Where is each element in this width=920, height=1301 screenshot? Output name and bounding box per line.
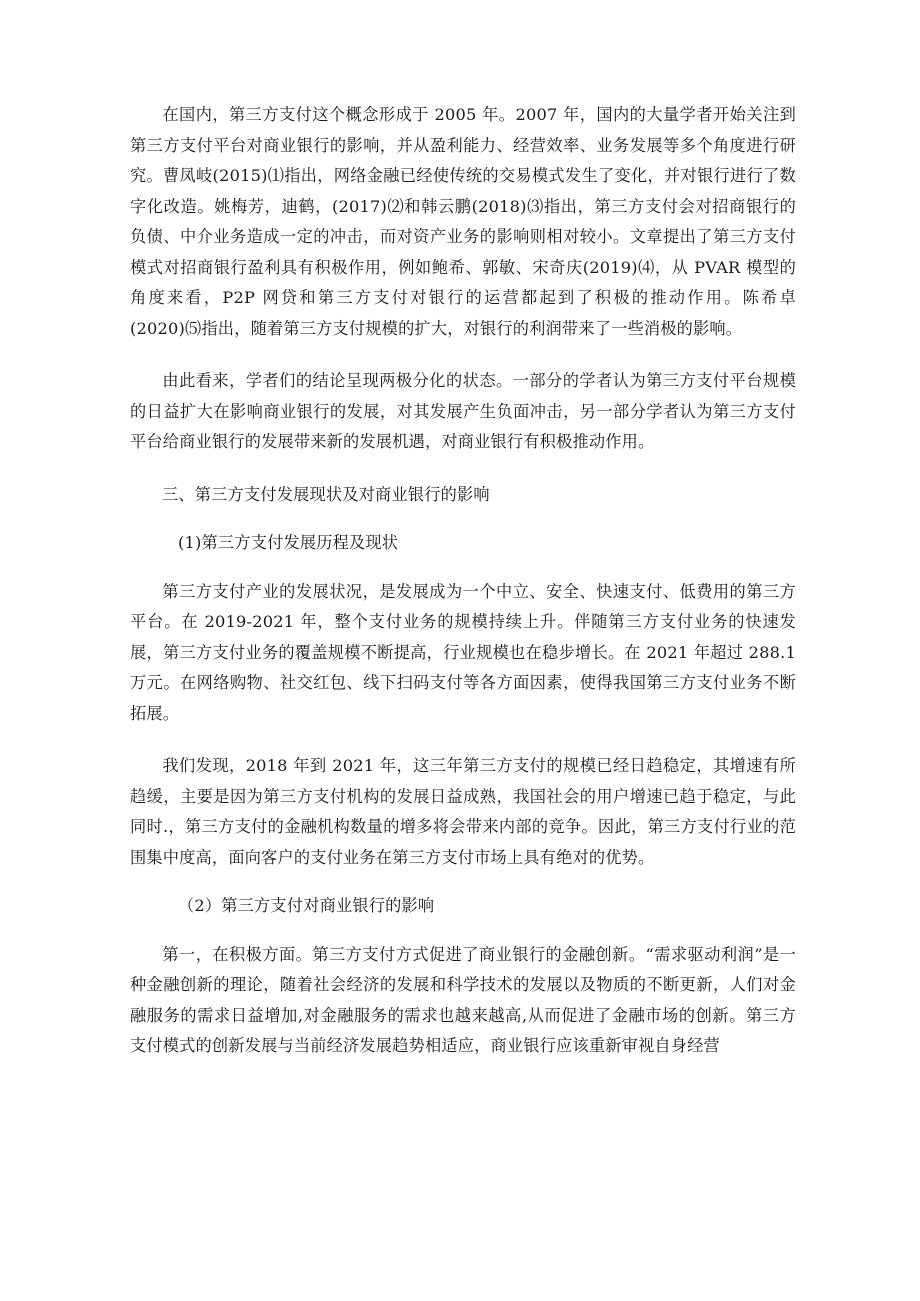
document-page <box>130 100 796 1062</box>
subheading-development-history: (1)第三方支付发展历程及现状 <box>178 533 399 552</box>
paragraph-growth-stabilizing: 我们发现，2018 年到 2021 年，这三年第三方支付的规模已经日趋稳定，其增速有所趋缓，主要是因为第三方支付机构的发展日益成熟，我国社会的用户增速已趋于稳定，与此同时.，第三方支付的金融机构数量的增多将会带来内部的竞争。因此，第三方支付行业的范围集中度高，面向客户的支付业务在第三方支付市场上具有绝对的优势。 <box>130 756 796 867</box>
paragraph-industry-development: 第三方支付产业的发展状况，是发展成为一个中立、安全、快速支付、低费用的第三方平台。在 2019-2021 年，整个支付业务的规模持续上升。伴随第三方支付业务的快速发展，第三方支付业务的覆盖规模不断提高，行业规模也在稳步增长。在 2021 年超过 288.1 万元。在网络购物、社交红包、线下扫码支付等各方面因素，使得我国第三方支付业务不断拓展。 <box>130 581 796 723</box>
section-heading-third-party-payment-status: 三、第三方支付发展现状及对商业银行的影响 <box>162 484 490 504</box>
paragraph-positive-impact: 第一，在积极方面。第三方支付方式促进了商业银行的金融创新。“需求驱动利润”是一种金融创新的理论，随着社会经济的发展和科学技术的发展以及物质的不断更新，人们对金融服务的需求日益增加,对金融服务的需求也越来越高,从而促进了金融市场的创新。第三方支付模式的创新发展与当前经济发展趋势相适应，商业银行应该重新审视自身经营 <box>130 944 796 1055</box>
subheading-impact-on-banks: （2）第三方支付对商业银行的影响 <box>178 896 435 915</box>
paragraph-polarized-conclusions: 由此看来，学者们的结论呈现两极分化的状态。一部分的学者认为第三方支付平台规模的日益扩大在影响商业银行的发展，对其发展产生负面冲击，另一部分学者认为第三方支付平台给商业银行的发展带来新的发展机遇，对商业银行有积极推动作用。 <box>130 371 796 451</box>
paragraph-domestic-research: 在国内，第三方支付这个概念形成于 2005 年。2007 年，国内的大量学者开始关注到第三方支付平台对商业银行的影响，并从盈利能力、经营效率、业务发展等多个角度进行研究。曹凤岐(2015)⑴指出，网络金融已经使传统的交易模式发生了变化，并对银行进行了数字化改造。姚梅芳，迪鹤，(2017)⑵和韩云鹏(2018)⑶指出，第三方支付会对招商银行的负债、中介业务造成一定的冲击，而对资产业务的影响则相对较小。文章提出了第三方支付模式对招商银行盈利具有积极作用，例如鲍希、郭敏、宋奇庆(2019)⑷，从 PVAR 模型的角度来看，P2P 网贷和第三方支付对银行的运营都起到了积极的推动作用。陈希卓(2020)⑸指出，随着第三方支付规模的扩大，对银行的利润带来了一些消极的影响。 <box>130 105 796 338</box>
